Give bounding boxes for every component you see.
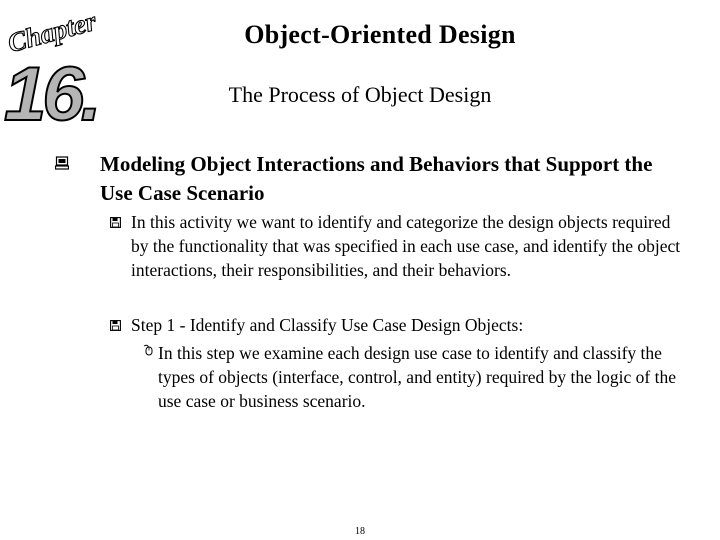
chapter-logo-number: 16.: [4, 52, 98, 130]
computer-icon: [55, 156, 69, 170]
slide-title: Object-Oriented Design: [244, 20, 516, 49]
page-number: 18: [355, 526, 365, 537]
bullet-level2-text: Step 1 - Identify and Classify Use Case Design Objects:: [131, 315, 524, 335]
floppy-disk-icon: [110, 320, 121, 331]
bullet-level3-text: In this step we examine each design use case to identify and classify the types of objects (interface, control, and entity) required by the logic of the use case or business scenario.: [158, 343, 677, 411]
mouse-icon: [143, 343, 154, 356]
bullet-level2-text: In this activity we want to identify and categorize the design objects required by the functionality that was specified in each use case, and identify the object interactions, their responsibilities, and their behaviors.: [131, 212, 681, 280]
chapter-logo-word: Chapter: [4, 5, 100, 59]
floppy-disk-icon: [110, 217, 121, 228]
bullet-level1-text: Modeling Object Interactions and Behaviors that Support the Use Case Scenario: [100, 152, 653, 205]
chapter-16-logo-icon: [0, 0, 115, 130]
slide-subtitle: The Process of Object Design: [228, 82, 492, 107]
